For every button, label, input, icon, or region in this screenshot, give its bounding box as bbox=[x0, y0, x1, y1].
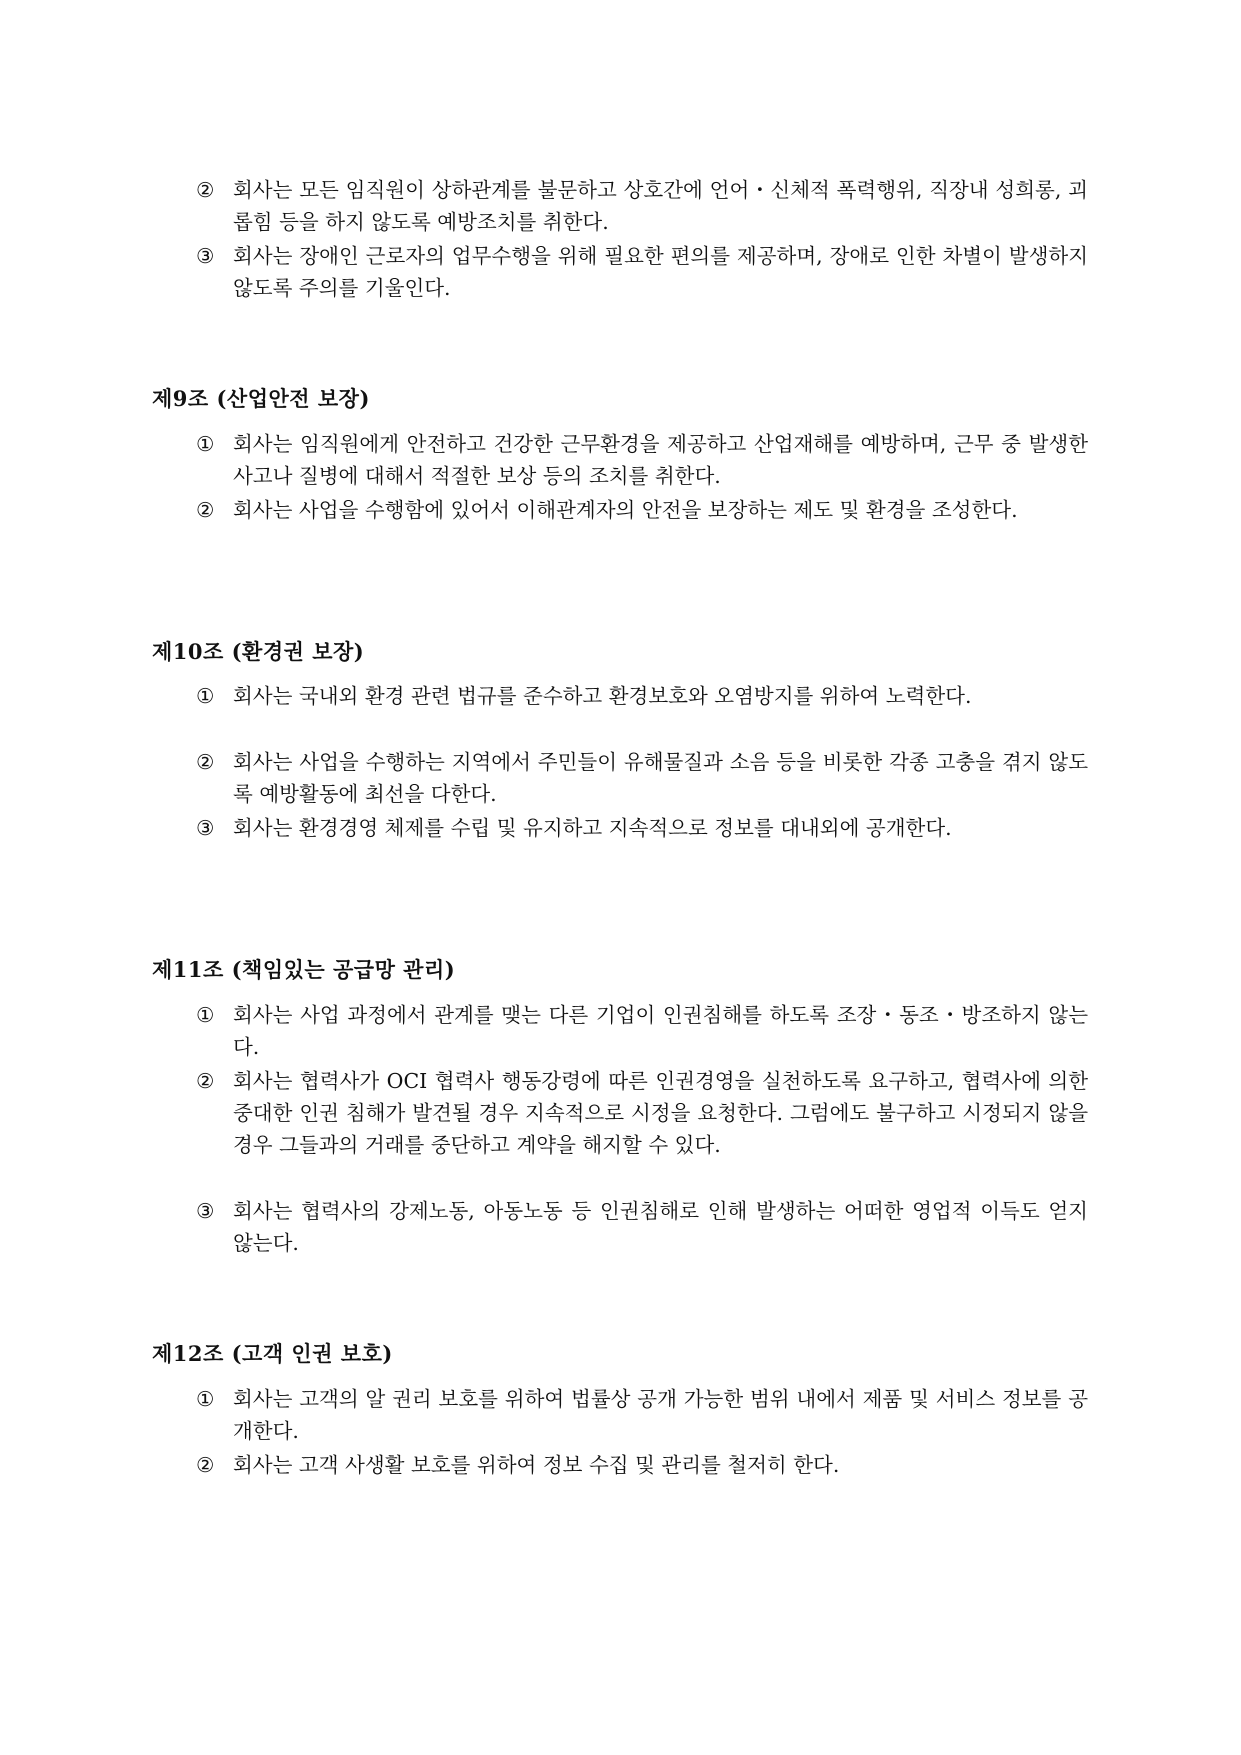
item-text: 회사는 사업을 수행함에 있어서 이해관계자의 안전을 보장하는 제도 및 환경을 조성한다. bbox=[233, 498, 1018, 522]
article-11-item-2 bbox=[196, 1065, 1088, 1161]
item-text: 회사는 사업 과정에서 관계를 맺는 다른 기업이 인권침해를 하도록 조장・동조・방조하지 않는다. bbox=[233, 1003, 1088, 1059]
item-number: ① bbox=[196, 1387, 215, 1411]
item-text: 회사는 협력사의 강제노동, 아동노동 등 인권침해로 인해 발생하는 어떠한 영업적 이득도 얻지 않는다. bbox=[233, 1199, 1088, 1255]
item-text: 회사는 모든 임직원이 상하관계를 불문하고 상호간에 언어・신체적 폭력행위, 직장내 성희롱, 괴롭힘 등을 하지 않도록 예방조치를 취한다. bbox=[233, 178, 1088, 234]
item-number: ① bbox=[196, 1003, 215, 1027]
item-number: ① bbox=[196, 684, 215, 708]
item-number: ③ bbox=[196, 816, 215, 840]
article-10-item-3 bbox=[196, 812, 1088, 844]
item-text: 회사는 고객 사생활 보호를 위하여 정보 수집 및 관리를 철저히 한다. bbox=[233, 1453, 840, 1477]
article-9-title: 제9조 (산업안전 보장) bbox=[152, 386, 370, 411]
item-text: 회사는 협력사가 OCI 협력사 행동강령에 따른 인권경영을 실천하도록 요구하고, 협력사에 의한 중대한 인권 침해가 발견될 경우 지속적으로 시정을 요청한다. 그럼에도 불구하고 시정되지 않을 경우 그들과의 거래를 중단하고 계약을 해지할 수 있다. bbox=[233, 1069, 1088, 1157]
item-text: 회사는 국내외 환경 관련 법규를 준수하고 환경보호와 오염방지를 위하여 노력한다. bbox=[233, 684, 972, 708]
item-text: 회사는 장애인 근로자의 업무수행을 위해 필요한 편의를 제공하며, 장애로 인한 차별이 발생하지 않도록 주의를 기울인다. bbox=[233, 244, 1088, 300]
article-12-title: 제12조 (고객 인권 보호) bbox=[152, 1341, 393, 1366]
article-11-item-1 bbox=[196, 999, 1088, 1063]
item-number: ③ bbox=[196, 1199, 215, 1223]
item-text: 회사는 고객의 알 권리 보호를 위하여 법률상 공개 가능한 범위 내에서 제품 및 서비스 정보를 공개한다. bbox=[233, 1387, 1088, 1443]
item-number: ② bbox=[196, 1453, 215, 1477]
article-12-item-2 bbox=[196, 1449, 1088, 1481]
item-number: ① bbox=[196, 432, 215, 456]
item-number: ② bbox=[196, 750, 215, 774]
article-11-item-3 bbox=[196, 1195, 1088, 1259]
article-9-item-1 bbox=[196, 428, 1088, 492]
article-10-title: 제10조 (환경권 보장) bbox=[152, 639, 365, 664]
article-10-item-1 bbox=[196, 680, 1088, 712]
article-10-item-2 bbox=[196, 746, 1088, 810]
item-number: ② bbox=[196, 178, 215, 202]
item-number: ② bbox=[196, 1069, 215, 1093]
item-text: 회사는 환경경영 체제를 수립 및 유지하고 지속적으로 정보를 대내외에 공개한다. bbox=[233, 816, 952, 840]
item-text: 회사는 임직원에게 안전하고 건강한 근무환경을 제공하고 산업재해를 예방하며, 근무 중 발생한 사고나 질병에 대해서 적절한 보상 등의 조치를 취한다. bbox=[233, 432, 1088, 488]
article-11-title: 제11조 (책임있는 공급망 관리) bbox=[152, 957, 456, 982]
article-8-item-2 bbox=[196, 174, 1088, 238]
item-number: ② bbox=[196, 498, 215, 522]
item-text: 회사는 사업을 수행하는 지역에서 주민들이 유해물질과 소음 등을 비롯한 각종 고충을 겪지 않도록 예방활동에 최선을 다한다. bbox=[233, 750, 1088, 806]
article-8-item-3 bbox=[196, 240, 1088, 304]
article-12-item-1 bbox=[196, 1383, 1088, 1447]
item-number: ③ bbox=[196, 244, 215, 268]
article-9-item-2 bbox=[196, 494, 1088, 526]
